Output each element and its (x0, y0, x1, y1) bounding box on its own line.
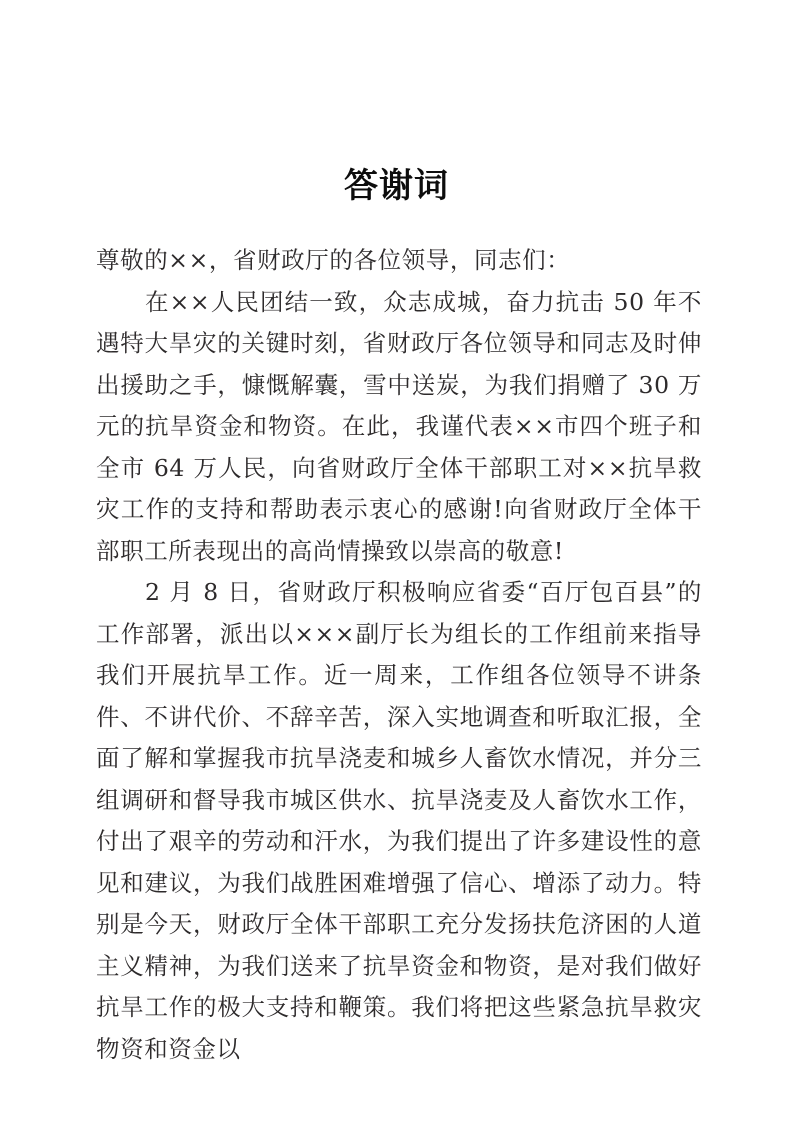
body-paragraph-1: 在××人民团结一致，众志成城，奋力抗击 50 年不遇特大旱灾的关键时刻，省财政厅各位领导和同志及时伸出援助之手，慷慨解囊，雪中送炭，为我们捐赠了 30 万元的抗旱资金和物资。在此，我谨代表××市四个班子和全市 64 万人民，向省财政厅全体干部职工对××抗旱救灾工作的支持和帮助表示衷心的感谢!向省财政厅全体干部职工所表现出的高尚情操致以崇高的敬意! (96, 287, 702, 565)
page-title: 答谢词 (344, 166, 449, 206)
body-paragraph-2: 2 月 8 日，省财政厅积极响应省委“百厅包百县”的工作部署，派出以×××副厅长为组长的工作组前来指导我们开展抗旱工作。近一周来，工作组各位领导不讲条件、不讲代价、不辞辛苦，深入实地调查和听取汇报，全面了解和掌握我市抗旱浇麦和城乡人畜饮水情况，并分三组调研和督导我市城区供水、抗旱浇麦及人畜饮水工作，付出了艰辛的劳动和汗水，为我们提出了许多建设性的意见和建议，为我们战胜困难增强了信心、增添了动力。特别是今天，财政厅全体干部职工充分发扬扶危济困的人道主义精神，为我们送来了抗旱资金和物资，是对我们做好抗旱工作的极大支持和鞭策。我们将把这些紧急抗旱救灾物资和资金以 (96, 578, 702, 1063)
document-body (96, 240, 702, 1070)
salutation-paragraph: 尊敬的××，省财政厅的各位领导，同志们： (96, 246, 571, 274)
